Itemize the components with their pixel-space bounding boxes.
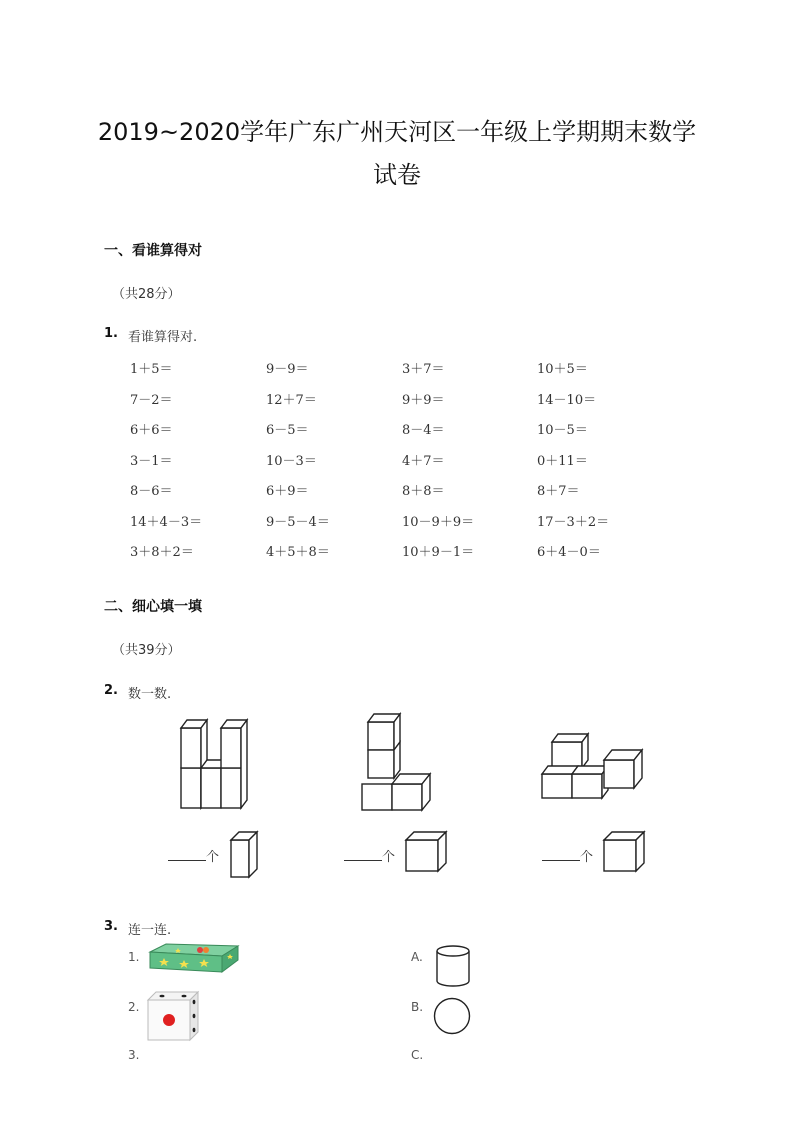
page-title-line2: 试卷: [373, 161, 421, 189]
section2-points: （共39分）: [112, 643, 181, 658]
equation-item: 8＋8＝: [402, 484, 445, 499]
equation-item: 4＋7＝: [402, 453, 445, 469]
section1-points: （共28分）: [112, 287, 181, 302]
unit-label: 个: [580, 850, 594, 865]
page-title-line1: 2019~2020学年广东广州天河区一年级上学期期末数学: [97, 118, 697, 146]
gift-box-image: [146, 938, 240, 974]
equation-item: 4＋5＋8＝: [266, 545, 330, 560]
q1-number: 1.: [104, 326, 118, 341]
equation-item: 14＋4－3＝: [130, 514, 203, 530]
match-right-label-b: B.: [411, 1000, 424, 1014]
equation-item: 6＋9＝: [266, 484, 309, 499]
match-left-label-1: 1.: [128, 950, 140, 964]
unit-label: 个: [382, 850, 396, 865]
equation-item: 8＋7＝: [537, 484, 580, 499]
match-right-label-a: A.: [411, 950, 423, 964]
equation-item: 9－9＝: [266, 362, 309, 377]
equation-item: 14－10＝: [537, 392, 597, 408]
q3-text: 连一连.: [128, 923, 172, 938]
equation-item: 6＋6＝: [130, 423, 173, 438]
q3-number: 3.: [104, 919, 118, 934]
equation-item: 1＋5＝: [130, 362, 173, 377]
answer-line[interactable]: [344, 848, 382, 861]
blank-answer-3[interactable]: [542, 846, 593, 865]
answer-line[interactable]: [168, 848, 206, 861]
block-figure-3: [540, 730, 650, 802]
equation-item: 3＋8＋2＝: [130, 545, 194, 560]
tall-block-icon: [228, 830, 260, 880]
match-right-label-c: C.: [411, 1048, 424, 1062]
equation-item: 9－5－4＝: [266, 514, 330, 530]
equation-item: 3＋7＝: [402, 362, 445, 377]
match-left-label-2: 2.: [128, 1000, 140, 1014]
answer-line[interactable]: [542, 848, 580, 861]
q2-text: 数一数.: [128, 687, 172, 702]
equation-item: 0＋11＝: [537, 453, 588, 469]
cube-icon: [403, 830, 449, 874]
equation-item: 9＋9＝: [402, 392, 445, 408]
blank-answer-2[interactable]: [344, 846, 395, 865]
equation-item: 10－5＝: [537, 423, 588, 438]
equation-item: 10＋5＝: [537, 362, 588, 377]
cylinder-shape: [434, 944, 472, 990]
block-figure-2: [358, 712, 438, 812]
match-left-label-3: 3.: [128, 1048, 140, 1062]
equation-item: 7－2＝: [130, 392, 173, 408]
circle-shape: [432, 997, 474, 1035]
equation-item: 12＋7＝: [266, 392, 317, 408]
blank-answer-1[interactable]: [168, 846, 219, 865]
q2-number: 2.: [104, 683, 118, 698]
equation-item: 6＋4－0＝: [537, 545, 601, 560]
equation-item: 10－3＝: [266, 453, 317, 469]
equation-item: 6－5＝: [266, 423, 309, 438]
equation-item: 3－1＝: [130, 453, 173, 469]
q1-text: 看谁算得对.: [128, 330, 198, 345]
equation-item: 17－3＋2＝: [537, 514, 610, 530]
equation-item: 8－6＝: [130, 484, 173, 499]
dice-image: [146, 990, 202, 1042]
equation-item: 10－9＋9＝: [402, 514, 475, 530]
equation-item: 8－4＝: [402, 423, 445, 438]
unit-label: 个: [206, 850, 220, 865]
section2-heading: 二、细心填一填: [104, 599, 202, 615]
block-figure-1: [175, 716, 255, 811]
equation-item: 10＋9－1＝: [402, 545, 475, 560]
cube-icon: [601, 830, 647, 874]
section1-heading: 一、看谁算得对: [104, 243, 202, 259]
